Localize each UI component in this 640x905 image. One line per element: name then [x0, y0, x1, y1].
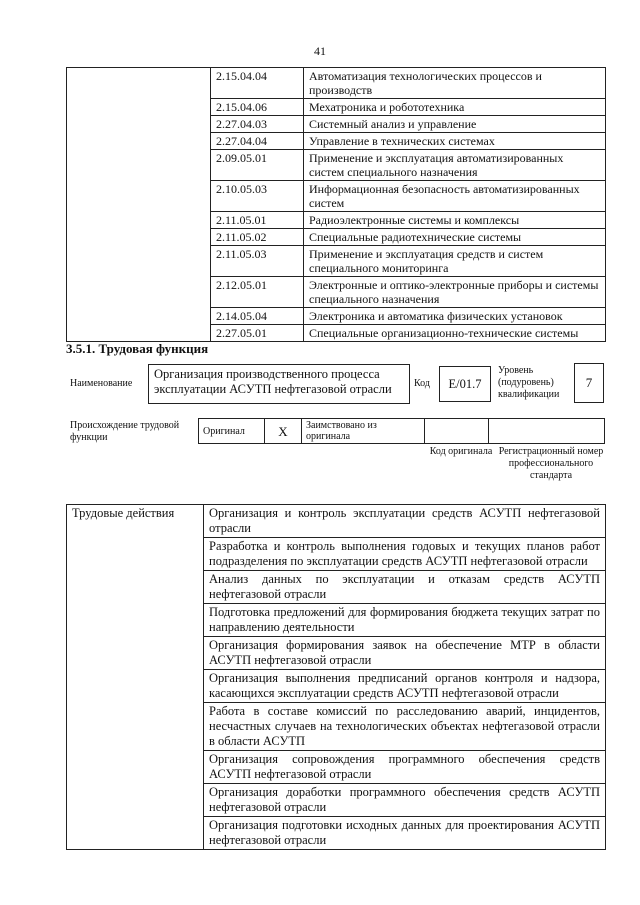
labor-action-item: Разработка и контроль выполнения годовых и текущих планов работ подразделения по эксплуатации средств АСУТП нефтегазовой отрасли — [204, 538, 606, 571]
section-title: 3.5.1. Трудовая функция — [66, 341, 209, 356]
function-name: Организация производственного процесса эксплуатации АСУТП нефтегазовой отрасли — [148, 364, 410, 404]
origin-table — [198, 418, 605, 444]
original-mark: X — [265, 419, 302, 444]
labor-actions-body — [67, 505, 606, 850]
specialty-name: Мехатроника и робототехника — [304, 99, 606, 116]
level-label: Уровень (подуровень) квалификации — [498, 365, 560, 400]
specialty-code: 2.11.05.03 — [211, 246, 304, 277]
labor-action-item: Организация подготовки исходных данных для проектирования АСУТП нефтегазовой отрасли — [204, 817, 606, 850]
specialty-name: Управление в технических системах — [304, 133, 606, 150]
specialty-name: Применение и эксплуатация средств и систем специального мониторинга — [304, 246, 606, 277]
specialty-code: 2.27.05.01 — [211, 325, 304, 342]
labor-actions-label: Трудовые действия — [67, 505, 204, 850]
specialty-name: Радиоэлектронные системы и комплексы — [304, 212, 606, 229]
specialty-code: 2.11.05.02 — [211, 229, 304, 246]
specialty-name: Информационная безопасность автоматизированных систем — [304, 181, 606, 212]
specialty-code: 2.14.05.04 — [211, 308, 304, 325]
labor-action-row — [67, 505, 606, 538]
specialty-row — [67, 68, 606, 99]
specialty-code: 2.10.05.03 — [211, 181, 304, 212]
labor-action-item: Анализ данных по эксплуатации и отказам средств АСУТП нефтегазовой отрасли — [204, 571, 606, 604]
blank-cell — [67, 68, 211, 342]
labor-action-item: Организация сопровождения программного обеспечения средств АСУТП нефтегазовой отрасли — [204, 751, 606, 784]
specialty-name: Специальные радиотехнические системы — [304, 229, 606, 246]
specialties-table — [66, 67, 606, 342]
labor-actions-table — [66, 504, 606, 850]
specialty-code: 2.12.05.01 — [211, 277, 304, 308]
specialty-name: Системный анализ и управление — [304, 116, 606, 133]
origin-label: Происхождение трудовой функции — [70, 420, 180, 443]
labor-action-item: Подготовка предложений для формирования бюджета текущих затрат по направлению деятельности — [204, 604, 606, 637]
specialty-name: Электроника и автоматика физических установок — [304, 308, 606, 325]
specialty-code: 2.27.04.04 — [211, 133, 304, 150]
specialty-name: Автоматизация технологических процессов и производств — [304, 68, 606, 99]
borrowed-label: Заимствовано из оригинала — [302, 419, 425, 444]
labor-action-item: Работа в составе комиссий по расследованию аварий, инцидентов, несчастных случаев на технологических объектах нефтегазовой отрасли в области АСУТП — [204, 703, 606, 751]
reg-number-label: Регистрационный номер профессионального стандарта — [498, 446, 604, 481]
name-label: Наименование — [70, 378, 133, 389]
specialty-name: Электронные и оптико-электронные приборы и системы специального назначения — [304, 277, 606, 308]
labor-action-item: Организация формирования заявок на обеспечение МТР в области АСУТП нефтегазовой отрасли — [204, 637, 606, 670]
specialty-code: 2.27.04.03 — [211, 116, 304, 133]
labor-action-item: Организация выполнения предписаний органов контроля и надзора, касающихся эксплуатации средств АСУТП нефтегазовой отрасли — [204, 670, 606, 703]
specialty-code: 2.15.04.06 — [211, 99, 304, 116]
specialty-code: 2.15.04.04 — [211, 68, 304, 99]
original-label: Оригинал — [199, 419, 265, 444]
code-label: Код — [414, 378, 430, 389]
original-code-label: Код оригинала — [429, 446, 493, 457]
specialty-name: Специальные организационно-технические системы — [304, 325, 606, 342]
function-code: E/01.7 — [439, 366, 491, 402]
reg-number-cell — [489, 419, 605, 444]
labor-action-item: Организация доработки программного обеспечения средств АСУТП нефтегазовой отрасли — [204, 784, 606, 817]
specialty-name: Применение и эксплуатация автоматизированных систем специального назначения — [304, 150, 606, 181]
page-number: 41 — [314, 44, 326, 58]
specialty-code: 2.11.05.01 — [211, 212, 304, 229]
labor-action-item: Организация и контроль эксплуатации средств АСУТП нефтегазовой отрасли — [204, 505, 606, 538]
specialty-code: 2.09.05.01 — [211, 150, 304, 181]
original-code-cell — [425, 419, 489, 444]
specialties-table-body — [67, 68, 606, 342]
function-level: 7 — [574, 363, 604, 403]
